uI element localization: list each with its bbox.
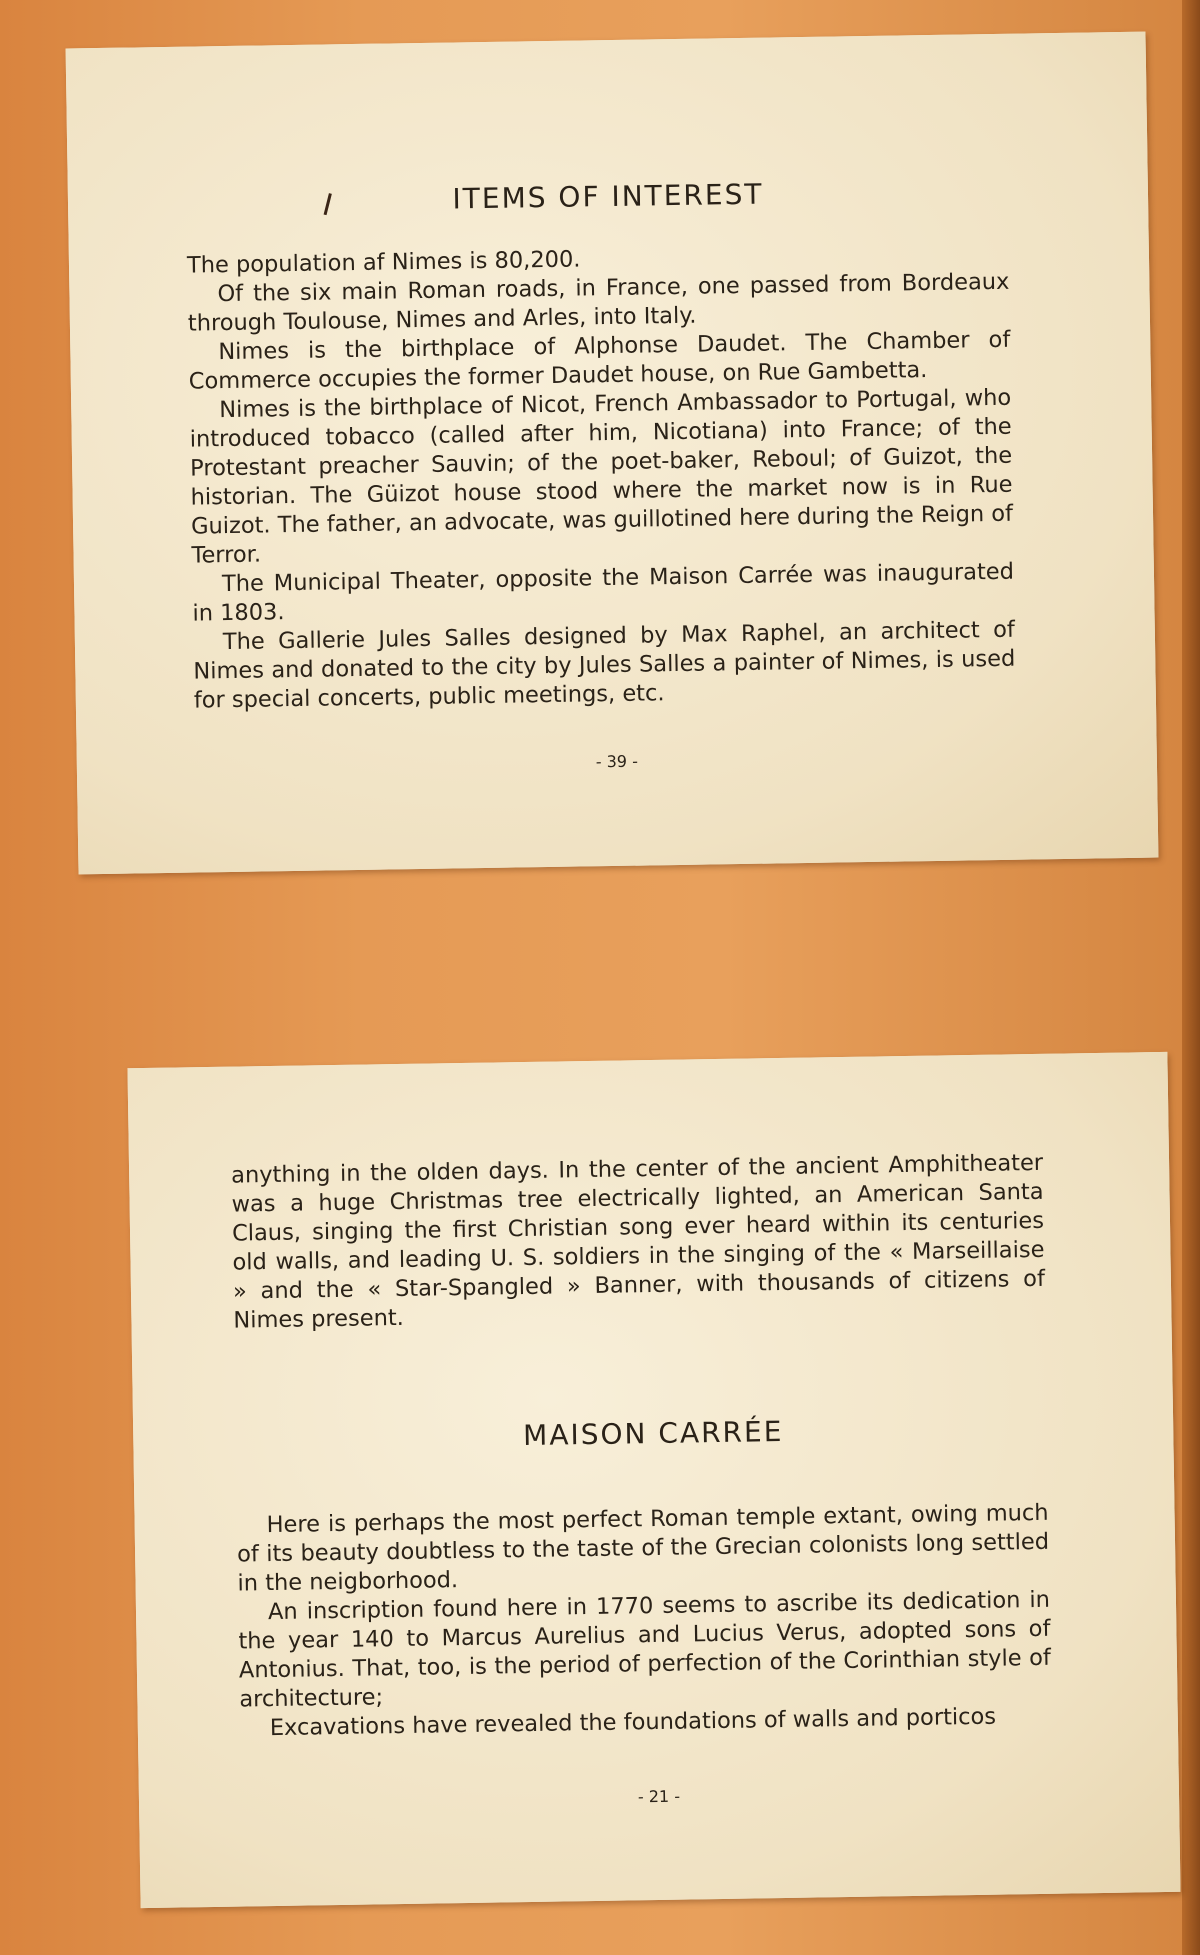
paragraph-nicot: Nimes is the birthplace of Nicot, French Ambassador to Portugal, who introduced tobacco (called after him, Nicotiana) into France; of the Protestant preacher Sauvin; of the poet-baker, Reboul; of Guizot, the historian. The Güizot house stood where the market now is in Rue Guizot. The father, an advocate, was guillotined here during the Reign of Terror. <box>189 384 1014 569</box>
paragraph-temple: Here is perhaps the most perfect Roman temple extant, owing much of its beauty doubtless to the taste of the Grecian colonists long settled in the neigborhood. <box>236 1499 1050 1597</box>
page-number: - 21 - <box>637 1786 681 1807</box>
paragraph-roman-roads: Of the six main Roman roads, in France, one passed from Bordeaux through Toulouse, Nimes and Arles, into Italy. <box>187 268 1010 337</box>
page-39 <box>66 32 1159 875</box>
paragraph-excavations: Excavations have revealed the foundations of walls and porticos <box>269 1703 997 1742</box>
items-of-interest-heading: ITEMS OF INTEREST <box>452 177 764 216</box>
maison-body <box>236 1499 1052 1744</box>
paragraph-population: The population af Nimes is 80,200. <box>186 246 581 279</box>
intro-body <box>231 1149 1046 1336</box>
items-body <box>187 239 1016 716</box>
paragraph-gallerie: The Gallerie Jules Salles designed by Max Raphel, an architect of Nimes and donated to the city by Jules Salles a painter of Nimes, is used for special concerts, public meetings, etc. <box>193 616 1016 714</box>
page-21 <box>127 1052 1180 1908</box>
page-number: - 39 - <box>595 751 639 772</box>
paragraph-theater: The Municipal Theater, opposite the Maison Carrée was inaugurated in 1803. <box>192 558 1015 627</box>
paragraph-daudet: Nimes is the birthplace of Alphonse Daudet. The Chamber of Commerce occupies the former Daudet house, on Rue Gambetta. <box>188 326 1011 395</box>
maison-carree-heading: MAISON CARRÉE <box>522 1414 784 1453</box>
paragraph-inscription: An inscription found here in 1770 seems to ascribe its dedication in the year 140 to Marcus Aurelius and Lucius Verus, adopted sons of Antonius. That, too, is the period of perfection of the Corinthian style of architecture; <box>238 1586 1052 1713</box>
board-edge <box>1182 0 1200 1955</box>
paragraph-amphitheater: anything in the olden days. In the center of the ancient Amphitheater was a huge Christmas tree electrically lighted, an American Santa Claus, singing the first Christian song ever heard within its centuries old walls, and leading U. S. soldiers in the singing of the « Marseillaise » and the « Star-Spangled » Banner, with thousands of citizens of Nimes present. <box>230 1149 1046 1334</box>
